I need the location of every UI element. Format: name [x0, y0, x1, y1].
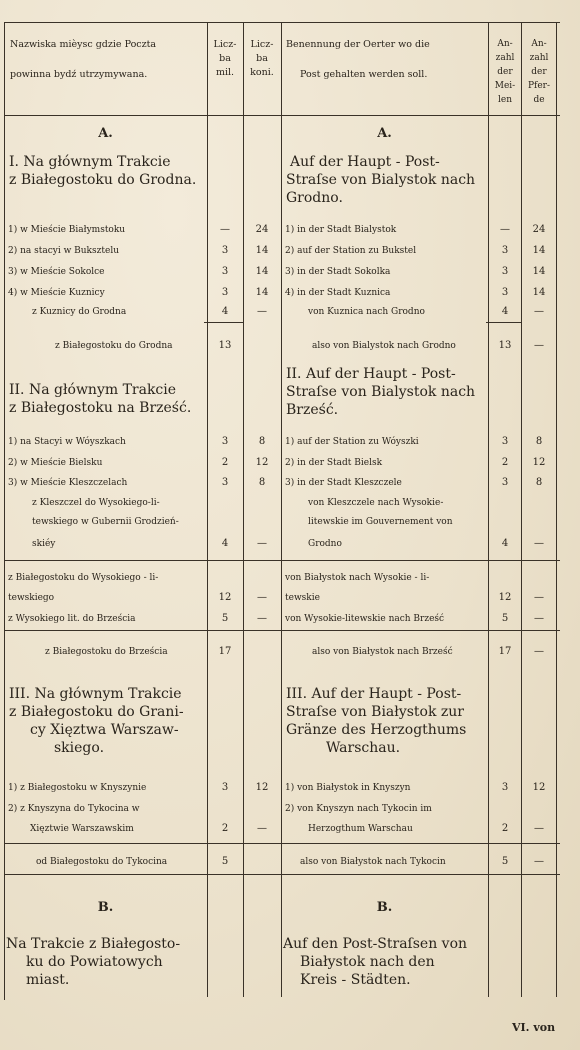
- header-liczba-mil-3: mil.: [215, 67, 235, 78]
- route3-row1-pl: 1) z Białegostoku w Knyszynie: [8, 783, 147, 793]
- header-anzahl-meilen-5: len: [497, 95, 512, 105]
- route2-total-meilen: 17: [498, 646, 512, 657]
- route1-title-de-1: Auf der Haupt - Post-: [290, 154, 440, 170]
- route2-extra-pl-3: skiéy: [32, 539, 56, 549]
- col-border-mil: [207, 22, 208, 997]
- route2-divider-2: [4, 630, 560, 631]
- route1-row5-koni: —: [257, 306, 267, 317]
- route2-row2-meilen: 2: [501, 457, 509, 468]
- route2-row1-pl: 1) na Stacyi w Wóyszkach: [8, 437, 126, 447]
- route3-title-de-4: Warschau.: [326, 740, 401, 756]
- route1-row3-koni: 14: [255, 266, 269, 277]
- route1-row4-pl: 4) w Mieście Kuznicy: [8, 288, 105, 298]
- route2-row1-de: 1) auf der Station zu Wóyszki: [285, 437, 419, 447]
- route1-title-de-2: Straſse von Bialystok nach: [286, 172, 476, 188]
- route2-extra-meilen: 4: [501, 538, 509, 549]
- section-b-de: B.: [376, 900, 393, 915]
- route1-row1-pl: 1) w Mieście Białymstoku: [8, 225, 126, 235]
- route2-sub1-de-2: tewskie: [285, 593, 320, 603]
- route3-row2-meilen: 2: [501, 823, 509, 834]
- route1-row2-de: 2) auf der Station zu Bukstel: [285, 246, 417, 256]
- col-border-koni: [243, 22, 244, 997]
- route2-total-mil: 17: [218, 646, 232, 657]
- route3-total-mil: 5: [221, 856, 229, 867]
- section-b-divider: [4, 874, 560, 875]
- route1-row4-de: 4) in der Stadt Kuznica: [285, 288, 391, 298]
- route3-title-pl-4: skiego.: [54, 740, 105, 756]
- route2-sub1-pferde: —: [534, 592, 544, 603]
- route2-total-de: also von Białystok nach Brześć: [312, 647, 453, 657]
- route2-row2-de: 2) in der Stadt Bielsk: [285, 458, 383, 468]
- route1-row2-meilen: 3: [501, 245, 509, 256]
- header-anzahl-pferde-4: Pfer-: [527, 81, 551, 91]
- header-anzahl-pferde-5: de: [533, 95, 545, 105]
- header-liczba-koni-3: koni.: [250, 67, 274, 78]
- route1-row2-pl: 2) na stacyi w Buksztelu: [8, 246, 119, 256]
- route2-sub1-pl-1: z Białegostoku do Wysokiego - li-: [8, 573, 159, 583]
- route4-title-de-2: Białystok nach den: [300, 954, 435, 970]
- col-border-left: [4, 22, 5, 1000]
- route2-divider-1: [4, 560, 560, 561]
- route3-title-de-1: III. Auf der Haupt - Post-: [286, 686, 462, 702]
- route2-row1-koni: 8: [258, 436, 266, 447]
- section-b-pl: B.: [97, 900, 114, 915]
- route2-row1-meilen: 3: [501, 436, 509, 447]
- route1-row3-pl: 3) w Mieście Sokolce: [8, 267, 105, 277]
- route2-sub2-pferde: —: [534, 613, 544, 624]
- header-pl-line2: powinna bydź utrzymywana.: [10, 69, 148, 80]
- route1-row3-meilen: 3: [501, 266, 509, 277]
- route2-row2-mil: 2: [221, 457, 229, 468]
- route3-row1-meilen: 3: [501, 782, 509, 793]
- route1-row1-koni: 24: [255, 224, 269, 235]
- route1-row4-pferde: 14: [532, 287, 546, 298]
- route1-row2-pferde: 14: [532, 245, 546, 256]
- header-anzahl-meilen-3: der: [497, 67, 513, 77]
- route1-row5-meilen: 4: [501, 306, 509, 317]
- route2-row3-pferde: 8: [535, 477, 543, 488]
- route2-row3-mil: 3: [221, 477, 229, 488]
- route2-title-de-1: II. Auf der Haupt - Post-: [286, 366, 456, 382]
- header-anzahl-pferde-2: zahl: [529, 53, 549, 63]
- route4-title-pl-1: Na Trakcie z Białegosto-: [6, 936, 181, 952]
- route3-row2-de-1: 2) von Knyszyn nach Tykocin im: [285, 804, 432, 814]
- route1-row2-koni: 14: [255, 245, 269, 256]
- route1-row5-de: von Kuznica nach Grodno: [308, 307, 425, 317]
- route4-title-de-3: Kreis - Städten.: [300, 972, 411, 988]
- route1-title-pl-2: z Białegostoku do Grodna.: [9, 172, 197, 188]
- route2-row2-pl: 2) w Mieście Bielsku: [8, 458, 103, 468]
- route2-sub2-meilen: 5: [501, 613, 509, 624]
- header-anzahl-meilen-2: zahl: [495, 53, 515, 63]
- route1-row2-mil: 3: [221, 245, 229, 256]
- route2-extra-pferde: —: [534, 538, 544, 549]
- route1-row1-mil: —: [220, 224, 230, 235]
- table-top-border: [4, 22, 560, 23]
- route1-title-de-3: Grodno.: [286, 190, 343, 206]
- route2-sub1-koni: —: [257, 592, 267, 603]
- route3-row2-pl-2: Xięztwie Warszawskim: [30, 824, 134, 834]
- route1-sum-line-pl: [204, 322, 244, 323]
- route1-row5-mil: 4: [221, 306, 229, 317]
- route1-row3-de: 3) in der Stadt Sokolka: [285, 267, 391, 277]
- route1-total-pferde: —: [534, 340, 544, 351]
- route2-title-de-2: Straſse von Bialystok nach: [286, 384, 476, 400]
- route1-row1-meilen: —: [500, 224, 510, 235]
- route2-row3-koni: 8: [258, 477, 266, 488]
- route2-sub2-pl: z Wysokiego lit. do Brześcia: [8, 614, 136, 624]
- route3-title-de-3: Gränze des Herzogthums: [286, 722, 467, 738]
- route1-total-mil: 13: [218, 340, 232, 351]
- catchword: VI. von: [512, 1021, 556, 1034]
- route2-extra-de-3: Grodno: [308, 539, 342, 549]
- route1-row4-koni: 14: [255, 287, 269, 298]
- route3-total-de: also von Białystok nach Tykocin: [300, 857, 446, 867]
- header-liczba-mil-2: ba: [219, 53, 231, 64]
- route2-title-pl-2: z Białegostoku na Brześć.: [9, 400, 192, 416]
- header-anzahl-pferde-3: der: [531, 67, 547, 77]
- route3-row1-de: 1) von Białystok in Knyszyn: [285, 783, 411, 793]
- route2-total-pferde: —: [534, 646, 544, 657]
- route2-row3-pl: 3) w Mieście Kleszczelach: [8, 478, 128, 488]
- route3-title-pl-2: z Białegostoku do Grani-: [9, 704, 184, 720]
- route1-sum-line-de: [486, 322, 522, 323]
- header-anzahl-pferde-1: An-: [531, 39, 547, 49]
- col-border-meilen: [488, 22, 489, 997]
- route2-extra-pl-2: tewskiego w Gubernii Grodzień-: [32, 517, 179, 527]
- route3-total-pferde: —: [534, 856, 544, 867]
- route1-row1-pferde: 24: [532, 224, 546, 235]
- header-bottom-border: [4, 115, 560, 116]
- route1-total-de: also von Bialystok nach Grodno: [312, 341, 456, 351]
- route2-sub1-meilen: 12: [498, 592, 512, 603]
- route3-title-de-2: Straſse von Białystok zur: [286, 704, 464, 720]
- header-anzahl-meilen-1: An-: [497, 39, 513, 49]
- route3-row1-pferde: 12: [532, 782, 546, 793]
- route1-total-meilen: 13: [498, 340, 512, 351]
- section-a-pl: A.: [98, 126, 113, 141]
- route3-row1-mil: 3: [221, 782, 229, 793]
- route2-sub1-de-1: von Białystok nach Wysokie - li-: [285, 573, 430, 583]
- route2-extra-koni: —: [257, 538, 267, 549]
- route2-row2-koni: 12: [255, 457, 269, 468]
- header-de-line1: Benennung der Oerter wo die: [286, 39, 430, 50]
- route3-title-pl-3: cy Xięztwa Warszaw-: [30, 722, 179, 738]
- route2-extra-de-1: von Kleszczele nach Wysokie-: [308, 498, 444, 508]
- col-border-de: [281, 22, 282, 997]
- route2-total-pl: z Białegostoku do Brześcia: [45, 647, 168, 657]
- route2-extra-pl-1: z Kleszczel do Wysokiego-li-: [32, 498, 160, 508]
- route2-row1-mil: 3: [221, 436, 229, 447]
- route2-sub1-mil: 12: [218, 592, 232, 603]
- route1-row5-pl: z Kuznicy do Grodna: [32, 307, 127, 317]
- route2-row1-pferde: 8: [535, 436, 543, 447]
- header-liczba-mil-1: Licz-: [213, 39, 237, 50]
- route3-divider: [4, 843, 560, 844]
- route1-row4-meilen: 3: [501, 287, 509, 298]
- route3-row2-pl-1: 2) z Knyszyna do Tykocina w: [8, 804, 140, 814]
- route3-row2-pferde: —: [534, 823, 544, 834]
- header-de-line2: Post gehalten werden soll.: [300, 69, 428, 80]
- route4-title-pl-3: miast.: [26, 972, 70, 988]
- route3-row2-koni: —: [257, 823, 267, 834]
- route3-total-pl: od Białegostoku do Tykocina: [36, 857, 168, 867]
- route1-row4-mil: 3: [221, 287, 229, 298]
- route2-title-de-3: Brześć.: [286, 402, 339, 418]
- header-pl-line1: Nazwiska mièysc gdzie Poczta: [10, 39, 157, 50]
- route2-row3-meilen: 3: [501, 477, 509, 488]
- route2-row3-de: 3) in der Stadt Kleszczele: [285, 478, 402, 488]
- route1-row1-de: 1) in der Stadt Bialystok: [285, 225, 397, 235]
- route2-sub2-koni: —: [257, 613, 267, 624]
- route3-row2-mil: 2: [221, 823, 229, 834]
- route2-extra-de-2: litewskie im Gouvernement von: [308, 517, 453, 527]
- route4-title-de-1: Auf den Post-Straſsen von: [283, 936, 468, 952]
- route2-extra-mil: 4: [221, 538, 229, 549]
- route3-row2-de-2: Herzogthum Warschau: [308, 824, 413, 834]
- route2-title-pl-1: II. Na głównym Trakcie: [9, 382, 177, 398]
- route1-row5-pferde: —: [534, 306, 544, 317]
- route3-title-pl-1: III. Na głównym Trakcie: [9, 686, 182, 702]
- route2-sub2-de: von Wysokie-litewskie nach Brześć: [285, 614, 445, 624]
- route2-row2-pferde: 12: [532, 457, 546, 468]
- route1-row3-mil: 3: [221, 266, 229, 277]
- header-liczba-koni-1: Licz-: [250, 39, 274, 50]
- route3-row1-koni: 12: [255, 782, 269, 793]
- route1-total-pl: z Białegostoku do Grodna: [55, 341, 173, 351]
- route1-title-pl-1: I. Na głównym Trakcie: [9, 154, 171, 170]
- route4-title-pl-2: ku do Powiatowych: [26, 954, 163, 970]
- col-border-right: [556, 22, 557, 997]
- route3-total-meilen: 5: [501, 856, 509, 867]
- col-border-pferde: [521, 22, 522, 997]
- header-anzahl-meilen-4: Mei-: [494, 81, 516, 91]
- route2-sub1-pl-2: tewskiego: [8, 593, 55, 603]
- route2-sub2-mil: 5: [221, 613, 229, 624]
- route1-row3-pferde: 14: [532, 266, 546, 277]
- header-liczba-koni-2: ba: [256, 53, 268, 64]
- section-a-de: A.: [377, 126, 392, 141]
